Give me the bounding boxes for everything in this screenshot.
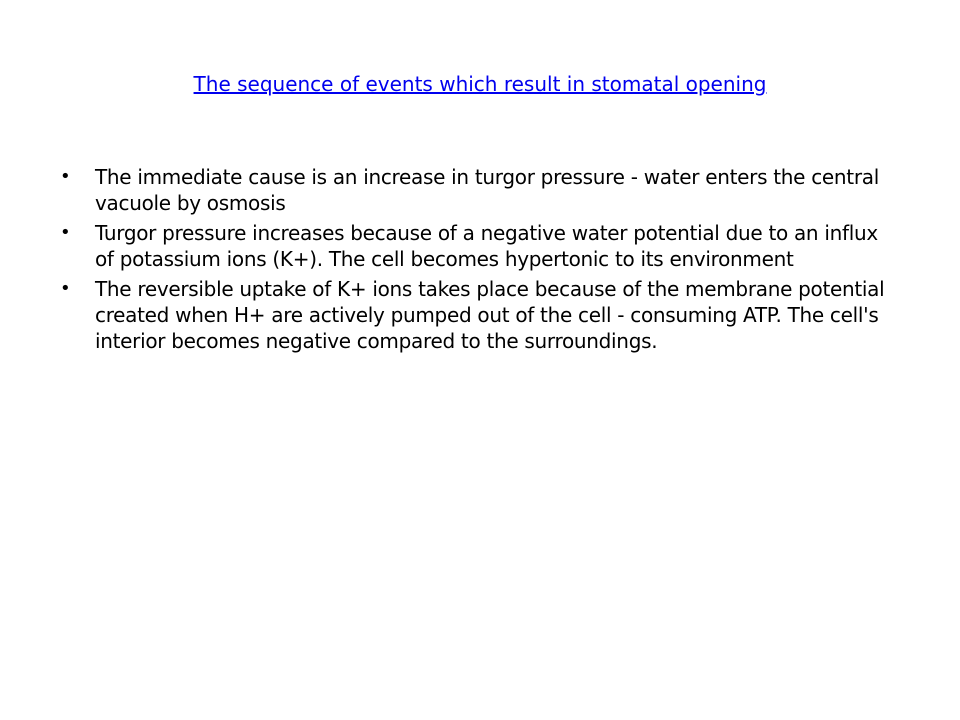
bullet-item [60, 220, 890, 272]
bullet-dot-icon: • [60, 166, 71, 187]
bullet-text: The reversible uptake of K+ ions takes place because of the membrane potential created when H+ are actively pumped out of the cell - consuming ATP. The cell's interior becomes negative compared to the surroundings. [95, 277, 885, 353]
bullet-text: The immediate cause is an increase in turgor pressure - water enters the central vacuole by osmosis [95, 165, 879, 215]
bullet-dot-icon: • [60, 222, 71, 243]
bullet-text: Turgor pressure increases because of a negative water potential due to an influx of potassium ions (K+). The cell becomes hypertonic to its environment [95, 221, 878, 271]
slide-title-link[interactable]: The sequence of events which result in stomatal opening [193, 72, 767, 96]
bullet-item [60, 276, 890, 354]
bullet-dot-icon: • [60, 278, 71, 299]
bullet-item [60, 164, 890, 216]
bullet-list [60, 164, 890, 358]
